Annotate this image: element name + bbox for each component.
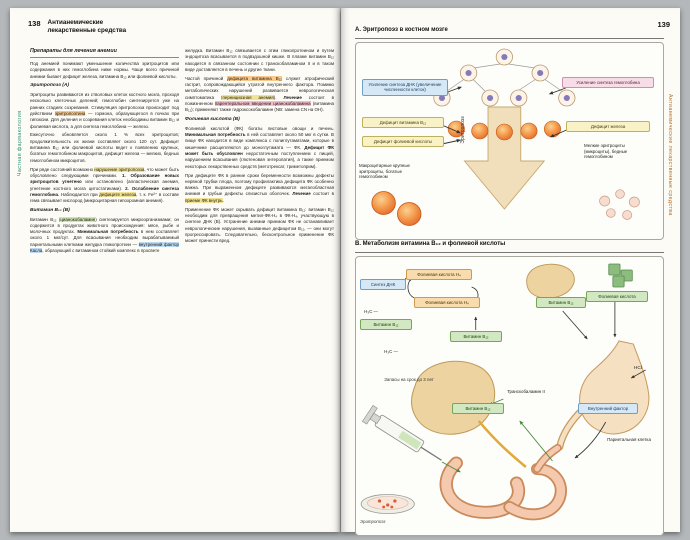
text-segment: состоит в пожизненном <box>185 94 334 107</box>
body-text <box>30 48 334 526</box>
parietal-cell-label: Париетальная клетка <box>607 437 651 442</box>
paragraph <box>30 61 179 80</box>
intestine-icon <box>446 448 561 514</box>
page-left <box>10 8 340 532</box>
sidebar-label-right: Антианемические лекарственные средства <box>667 94 673 216</box>
section-heading: Препараты для лечения анемии <box>30 48 179 58</box>
arrow-down-icon <box>464 107 544 209</box>
text-segment: Частой причиной <box>185 75 228 81</box>
microcyte-label: Мелкие эритроциты (микроциты), бедные гемоглобином <box>584 143 628 159</box>
text-segment: Под анемией понимают уменьшение количества эритроцитов или содержания в них гемоглобина ниже нормы. Чаще всего причиной анемии бывает дефицит железа, витамина В₁₂ или фолиевой кислоты. <box>30 61 179 79</box>
paragraph <box>185 126 334 170</box>
page-number: 139 <box>657 20 670 29</box>
b12-deficiency-box: Дефицит витамина В₁₂ <box>362 117 444 128</box>
dna-synthesis-box: Усиление синтеза ДНК (увеличение численности клеток) <box>362 79 448 96</box>
paragraph <box>30 217 179 255</box>
panel-b <box>355 232 664 528</box>
text-segment: в ней составляет около 50 мкг в сутки. В пище ФК находится в виде комплекса с полиглутаматами, которые в кишечнике расщепляются до моноглутамата — ФК. <box>185 132 335 150</box>
macrocyte-label: Макроцитарные крупные эритроциты, богатые гемоглобином <box>359 163 410 179</box>
erythropoiesis-axis-label: Эритропоэз <box>460 116 466 144</box>
highlighted-term: парентеральном введении цианокобаламина <box>214 101 311 107</box>
hcl-label: HCl <box>634 365 642 370</box>
stomach-icon <box>580 341 649 434</box>
text-column-1 <box>30 48 179 526</box>
text-segment: (витамина В₁₂); применяют также гидроксокобаламин (NB: замена CN на ОН). <box>185 101 334 113</box>
highlighted-term: внутренний фактор Касла <box>30 241 179 254</box>
text-segment: Ежесуточно обновляется около 1 % всех эритроцитов; продолжительность их жизни составляет около 120 сут. Дефицит витамина В₁₂ или фолиевой кислоты ведет к появлению крупных, богатых гемоглобином макроцитов, дефицит железа — мелких, бедных гемоглобином микроцитов. <box>30 132 179 163</box>
folic-acid-food-box: Фолиевая кислота <box>586 291 648 302</box>
bold-term: Минимальная потребность <box>77 229 139 235</box>
bold-term: Дефицит ФК может быть обусловлен <box>185 144 334 157</box>
bold-term: Минимальная потребность <box>185 132 246 138</box>
panel-a-title-row <box>355 18 664 39</box>
paragraph <box>185 207 334 245</box>
text-segment: ). <box>273 94 284 100</box>
text-column-2 <box>185 48 334 526</box>
vitamin-b12-box: Витамин В₁₂ <box>360 319 412 330</box>
text-segment: Витамин В₁₂ ( <box>30 216 61 222</box>
highlighted-term: дефиците железа <box>99 191 137 197</box>
text-segment: Фолиевой кислотой (ФК) богаты листовые овощи и печень. <box>185 125 334 131</box>
macrocyte-icons <box>372 192 421 226</box>
folic-acid-h4-box: Фолиевая кислота Н₄ <box>406 269 472 280</box>
paragraph <box>30 132 179 164</box>
section-heading: Эритропоэз (А) <box>30 83 70 89</box>
highlighted-term: нарушение эритропоэза <box>94 166 145 172</box>
highlighted-term: цианокобаламин <box>60 216 96 222</box>
panel-a-figure <box>355 42 664 240</box>
text-segment: При дефиците ФК в ранние сроки беременности возможны дефекты нервной трубки плода, поэтому профилактика дефицита ФК особенно важна. При выраженном дефиците развиваются мегалобластная анемия и грубые дефекты слизистых оболочек. <box>185 172 334 197</box>
petri-dish-icon <box>361 495 414 514</box>
folic-acid-h4-box: Фолиевая кислота Н₄ <box>414 297 480 308</box>
page-header <box>28 19 144 35</box>
liver-stores-label: Запасы на срок до 3 лет <box>384 377 434 382</box>
text-segment: Применение ФК может скрывать дефицит витамина В₁₂: витамин В₁₂ необходим для превращения метил-ФК-Н₄ в ФК-Н₄, участвующую в синтезе ДНК (В). Устранение анемии приемом ФК не останавливает неврологические нарушения, вызванные дефицитом В₁₂, — они могут прогрессировать. Следовательно, бесконтрольное применение ФК может принести вред. <box>185 206 334 244</box>
chapter-title: Антианемические лекарственные средства <box>47 19 127 34</box>
bold-term: 2. Ослабление синтеза гемоглобина. <box>30 185 179 197</box>
portal-vessel-icon <box>479 421 526 467</box>
text-segment: состоит в <box>310 191 334 197</box>
panel-b-title: В. Метаболизм витамина В₁₂ и фолиевой кислоты <box>355 241 506 247</box>
paragraph <box>185 76 334 114</box>
text-segment: При ряде состояний возможно <box>30 166 95 172</box>
vegetables-icon <box>609 264 633 287</box>
erythropoiesis-caption: Эритропоэз <box>360 519 386 524</box>
text-segment: Наблюдается при <box>59 191 100 197</box>
page-number: 138 <box>28 19 41 28</box>
panel-b-figure <box>355 256 664 536</box>
highlighted-term: приеме ФК внутрь <box>185 197 223 203</box>
text-segment: , образующий с витамином стойкий комплекс в просвете <box>42 248 160 254</box>
highlighted-term: дефицита витамина В₁₂ <box>227 75 282 81</box>
microcyte-icons <box>600 190 640 220</box>
methyl-group-label: Н₃С — <box>364 309 378 314</box>
text-segment: , что может быть обусловлено следующими причинами. <box>30 166 180 178</box>
folate-deficiency-box: Дефицит фолиевой кислоты <box>362 136 444 147</box>
iron-deficiency-box: Дефицит железа <box>566 121 650 132</box>
text-segment: или остановлено (апластическая анемия, угнетение костного мозга цитостатиками). <box>30 179 179 191</box>
highlighted-term: пернициозная анемия <box>222 94 274 100</box>
panel-a-title: А. Эритропоэз в костном мозге <box>355 27 448 33</box>
highlighted-term: эритропоэтина <box>54 110 86 116</box>
vitamin-b12-food-box: Витамин В₁₂ <box>536 297 586 308</box>
text-segment: , т. к. Fe²⁺ в составе гема связывает кислород (микроцитарная гипохромная анемия). <box>30 191 179 204</box>
paragraph <box>185 173 334 205</box>
sidebar-label-left: Частная фармакология <box>17 110 23 176</box>
vitamin-b12-injection-box: Витамин В₁₂ <box>452 403 504 414</box>
text-segment: в нем составляет около 1 мкг/сут. Для всасывания необходим вырабатываемый париетальными клетками желудка гликопротеин — <box>30 229 180 247</box>
text-segment: желудка. Витамин В₁₂ связывается с этим гликопротеином и путем эндоцитоза всасывается в подвздошной кишке. В плазме витамин В₁₂ находится в связанном состоянии с транскобаламином II и в таком виде доставляется в печень и другие ткани. <box>185 48 334 72</box>
dna-synthesis-box: Синтез ДНК <box>360 279 406 290</box>
bold-term: Лечение <box>283 94 302 100</box>
text-segment: недостаточным поступлением с пищей, нарушением всасывания (глютеновая энтеропатия), а также приемом некоторых лекарственных средств (метотрексат, триметоприм). <box>185 151 335 169</box>
bold-term: Лечение <box>292 191 311 197</box>
transcobalamin-label: Транскобаламин II <box>507 389 545 394</box>
section-heading: Фолиевая кислота (В) <box>185 117 240 123</box>
vitamin-b12-box: Витамин В₁₂ <box>450 331 502 342</box>
intrinsic-factor-box: Внутренний фактор <box>578 403 638 414</box>
paragraph <box>30 167 179 205</box>
page-right <box>341 8 680 532</box>
panel-b-title-row <box>355 232 664 253</box>
liver-icon-small <box>527 264 575 298</box>
text-segment: — гормона, образующегося в почках при гипоксии. Для деления и созревания клеток необходимы витамин В₁₂ и фолиевая кислота, а для синтеза гемоглобина — железо. <box>30 110 179 129</box>
section-heading: Витамин В₁₂ (В) <box>30 208 70 213</box>
paragraph <box>185 48 334 73</box>
text-segment: . <box>222 197 224 203</box>
methyl-group-label: Н₃С — <box>384 349 398 354</box>
text-segment: Эритроциты развиваются из стволовых клеток костного мозга, проходя несколько клеточных делений; гемоглобин синтезируется уже на ранних стадиях созревания. Стимуляция эритропоэза происходит под действием <box>30 92 179 116</box>
text-segment: ) синтезируется микроорганизмами; он содержится в продуктах животного происхождения: мясе, рыбе и молочных продуктах. <box>30 216 179 235</box>
paragraph <box>30 92 179 130</box>
text-segment: служит атрофический гастрит, сопровождающийся утратой внутреннего фактора. Помимо метаболических нарушений развивается неврологическая симптоматика ( <box>185 75 335 100</box>
panel-a <box>355 18 664 230</box>
bold-term: 1. Образование новых эритроцитов угнетено <box>30 172 179 185</box>
hemoglobin-synthesis-box: Усиление синтеза гемоглобина <box>562 77 654 88</box>
